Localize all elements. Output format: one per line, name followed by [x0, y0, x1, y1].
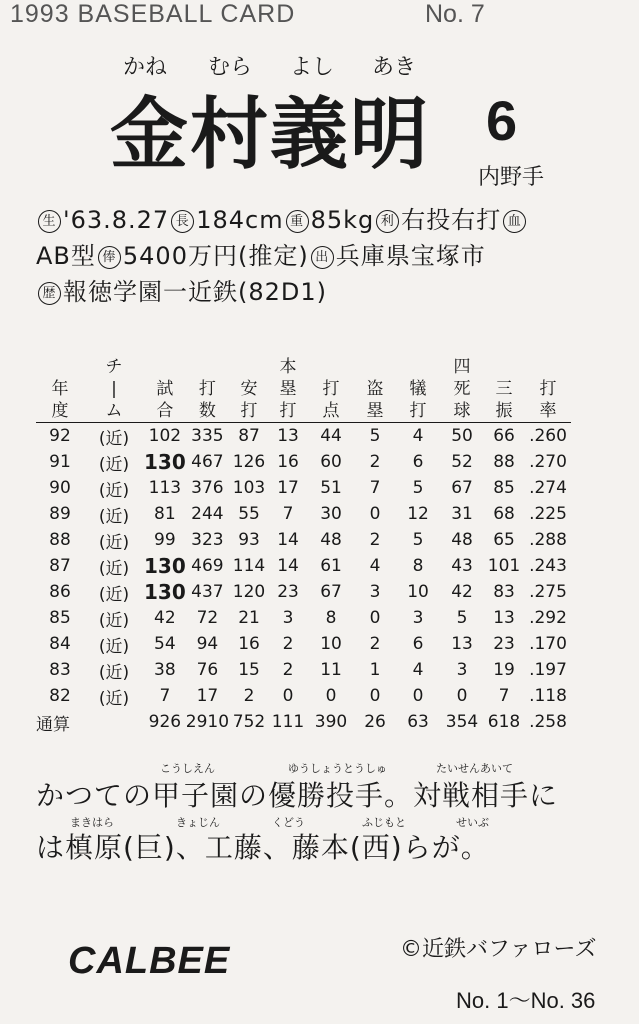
- stats-cell: (近): [98, 428, 130, 449]
- stats-header-char: 打: [240, 401, 258, 421]
- stats-header-char: 年: [51, 379, 69, 399]
- stats-cell: 335: [191, 426, 224, 446]
- stats-cell: 130: [144, 554, 186, 578]
- stats-cell: 84: [49, 634, 71, 654]
- stats-cell: 244: [191, 504, 224, 524]
- stats-cell: 13: [493, 608, 515, 628]
- stats-cell: 323: [191, 530, 224, 550]
- stats-cell: 0: [369, 608, 381, 628]
- stats-cell: 23: [493, 634, 515, 654]
- stats-cell: 4: [412, 660, 424, 680]
- stats-cell: 85: [493, 478, 515, 498]
- stats-cell: 82: [49, 686, 71, 706]
- profile-line-1: [36, 200, 528, 235]
- stats-cell: 11: [320, 660, 342, 680]
- ruby-yusho-toshu: ゆうしょうとうしゅ: [288, 762, 387, 775]
- stats-cell: (近): [98, 610, 130, 631]
- copyright-notice: ©近鉄バファローズ: [400, 937, 597, 962]
- stats-cell: .270: [529, 452, 567, 472]
- stats-cell: 113: [148, 478, 182, 498]
- stats-cell: .197: [529, 660, 567, 680]
- stats-cell: 42: [154, 608, 176, 628]
- stats-cell: 52: [451, 452, 473, 472]
- stats-cell: 88: [49, 530, 71, 550]
- stats-cell: 2: [369, 452, 381, 472]
- stats-cell: 17: [196, 686, 219, 706]
- stats-cell: 72: [196, 608, 219, 628]
- stats-cell: .118: [529, 686, 567, 706]
- stats-cell: 0: [369, 504, 381, 524]
- stats-cell: 12: [407, 504, 429, 524]
- stats-cell: 60: [320, 452, 342, 472]
- stats-header-char: 球: [453, 401, 471, 421]
- height-value: 184cm: [196, 206, 284, 234]
- stats-cell: 6: [412, 634, 424, 654]
- stats-header-char: 度: [51, 401, 69, 421]
- stats-header-char: 率: [539, 401, 557, 421]
- stats-cell: .258: [529, 712, 567, 732]
- stats-cell: 51: [320, 478, 342, 498]
- stats-cell: 92: [49, 426, 71, 446]
- stats-cell: 16: [238, 634, 260, 654]
- stats-cell: 14: [277, 530, 299, 550]
- stats-cell: 65: [493, 530, 515, 550]
- stats-cell: 6: [412, 452, 424, 472]
- salary-label: 俸: [98, 246, 121, 269]
- stats-cell: 926: [148, 712, 182, 732]
- stats-cell: 2910: [185, 712, 230, 732]
- stats-header-char: 安: [240, 379, 258, 399]
- stats-header-char: 振: [495, 401, 513, 421]
- hand-label: 利: [376, 210, 399, 233]
- stats-cell: .170: [529, 634, 567, 654]
- stats-cell: 67: [451, 478, 473, 498]
- birthplace-label: 出: [311, 246, 334, 269]
- stats-cell: 19: [493, 660, 515, 680]
- career-label: 歴: [38, 282, 61, 305]
- stats-row: [36, 631, 571, 657]
- stats-header-cell: [36, 352, 84, 423]
- comment-line-1: かつての甲子園の優勝投手。対戦相手に: [36, 779, 559, 812]
- stats-header-cell: [186, 352, 229, 423]
- stats-cell: 54: [154, 634, 176, 654]
- stats-cell: 13: [451, 634, 473, 654]
- series-range: No. 1〜No. 36: [456, 988, 596, 1013]
- stats-header-char: 打: [322, 379, 340, 399]
- stats-cell: 7: [282, 504, 294, 524]
- ruby-koshien: こうしえん: [160, 762, 215, 775]
- stats-cell: 114: [232, 556, 266, 576]
- stats-cell: 130: [144, 580, 186, 604]
- stats-cell: 99: [154, 530, 176, 550]
- stats-cell: .274: [529, 478, 567, 498]
- stats-cell: 30: [320, 504, 342, 524]
- stats-header-char: 犠: [409, 379, 427, 399]
- stats-header-char: 死: [453, 379, 471, 399]
- stats-header-cell: [307, 352, 355, 423]
- stats-cell: 390: [314, 712, 348, 732]
- weight-label: 重: [286, 210, 309, 233]
- stats-row: [36, 553, 571, 579]
- stats-cell: 2: [369, 530, 381, 550]
- stats-cell: .288: [529, 530, 567, 550]
- stats-cell: 26: [364, 712, 386, 732]
- stats-header-char: 数: [198, 401, 216, 421]
- stats-cell: 66: [493, 426, 515, 446]
- stats-cell: 50: [451, 426, 473, 446]
- stats-cell: 4: [369, 556, 381, 576]
- stats-cell: 467: [191, 452, 224, 472]
- stats-cell: 7: [498, 686, 510, 706]
- stats-header-char: 打: [198, 379, 216, 399]
- stats-cell: 437: [191, 582, 224, 602]
- calbee-logo: CALBEE: [68, 940, 231, 982]
- name-kana-3: よし: [290, 55, 335, 80]
- card-number: No. 7: [425, 0, 485, 28]
- stats-cell: 3: [412, 608, 424, 628]
- stats-cell: 87: [49, 556, 71, 576]
- stats-header-char: 塁: [279, 379, 297, 399]
- stats-cell: .243: [529, 556, 567, 576]
- stats-header-char: チ: [105, 357, 123, 377]
- stats-header-char: 合: [156, 401, 174, 421]
- stats-cell: 94: [196, 634, 219, 654]
- stats-cell: 120: [232, 582, 266, 602]
- stats-cell: [84, 709, 144, 735]
- ruby-kudo: くどう: [272, 816, 305, 829]
- stats-header-char: 打: [279, 401, 297, 421]
- name-kana-1: かね: [123, 55, 168, 80]
- player-position: 内野手: [478, 165, 545, 190]
- stats-header-char: 本: [279, 357, 297, 377]
- stats-cell: (近): [98, 506, 130, 527]
- stats-cell: 3: [369, 582, 381, 602]
- born-label: 生: [38, 210, 61, 233]
- ruby-seibu: せいぶ: [456, 816, 489, 829]
- stats-cell: 48: [451, 530, 473, 550]
- stats-cell: 103: [232, 478, 266, 498]
- stats-cell: 469: [191, 556, 224, 576]
- stats-cell: 38: [154, 660, 176, 680]
- stats-cell: (近): [98, 454, 130, 475]
- stats-cell: 0: [412, 686, 424, 706]
- stats-cell: (近): [98, 662, 130, 683]
- stats-cell: .260: [529, 426, 567, 446]
- name-kana-2: むら: [208, 55, 253, 80]
- stats-cell: 55: [238, 504, 260, 524]
- stats-cell: 126: [232, 452, 266, 472]
- stats-header-cell: [269, 352, 307, 423]
- stats-cell: 81: [154, 504, 176, 524]
- weight-value: 85kg: [310, 206, 375, 234]
- blood-label: 血: [503, 210, 526, 233]
- stats-row: [36, 579, 571, 605]
- player-name: 金村義明: [110, 90, 431, 180]
- stats-header-char: 試: [156, 379, 174, 399]
- ruby-kyojin: きょじん: [176, 816, 220, 829]
- stats-header-char: |: [111, 379, 117, 399]
- stats-header-cell: [525, 352, 571, 423]
- stats-cell: .275: [529, 582, 567, 602]
- stats-row: [36, 657, 571, 683]
- stats-header-char: 点: [322, 401, 340, 421]
- stats-header-cell: [355, 352, 395, 423]
- stats-cell: 15: [238, 660, 260, 680]
- stats-cell: 10: [320, 634, 342, 654]
- stats-cell: 618: [487, 712, 521, 732]
- stats-header-char: ム: [105, 401, 123, 421]
- name-kana-4: あき: [372, 55, 417, 80]
- profile-line-3: [36, 272, 327, 307]
- stats-cell: (近): [98, 558, 130, 579]
- stats-header-char: 打: [409, 401, 427, 421]
- stats-cell: 2: [282, 634, 294, 654]
- stats-cell: 14: [277, 556, 299, 576]
- stats-cell: 3: [282, 608, 294, 628]
- stats-header-cell: [84, 352, 144, 423]
- stats-cell: 0: [282, 686, 294, 706]
- stats-cell: 89: [49, 504, 71, 524]
- stats-cell: 7: [159, 686, 171, 706]
- career-value: 報徳学園一近鉄(82D1): [63, 278, 328, 306]
- stats-cell: 91: [49, 452, 71, 472]
- stats-header-cell: [395, 352, 441, 423]
- stats-cell: 87: [238, 426, 260, 446]
- card-series-title: 1993 BASEBALL CARD: [10, 0, 296, 28]
- profile-line-2: [36, 236, 486, 271]
- stats-header-cell: [441, 352, 483, 423]
- stats-cell: (近): [98, 532, 130, 553]
- stats-header-char: 打: [539, 379, 557, 399]
- ruby-makihara: まきはら: [70, 816, 114, 829]
- stats-cell: 7: [369, 478, 381, 498]
- ruby-fujimoto: ふじもと: [362, 816, 406, 829]
- stats-cell: 21: [238, 608, 260, 628]
- stats-row: [36, 605, 571, 631]
- stats-cell: 90: [49, 478, 71, 498]
- stats-header-cell: [144, 352, 186, 423]
- birth-date: '63.8.27: [63, 206, 170, 234]
- stats-cell: 63: [407, 712, 429, 732]
- stats-cell: 68: [493, 504, 515, 524]
- stats-row: [36, 475, 571, 501]
- stats-cell: 23: [277, 582, 299, 602]
- stats-cell: (近): [98, 584, 130, 605]
- uniform-number: 6: [486, 89, 518, 152]
- stats-cell: 2: [369, 634, 381, 654]
- stats-total-row: [36, 709, 571, 735]
- stats-cell: 1: [369, 660, 381, 680]
- stats-cell: 0: [369, 686, 381, 706]
- stats-cell: 5: [456, 608, 468, 628]
- stats-cell: 76: [196, 660, 219, 680]
- stats-cell: 8: [325, 608, 337, 628]
- stats-row: [36, 501, 571, 527]
- stats-header-char: 塁: [366, 401, 384, 421]
- comment-line-2: は槙原(巨)、工藤、藤本(西)らが。: [36, 831, 490, 864]
- stats-cell: (近): [98, 480, 130, 501]
- stats-row: [36, 449, 571, 475]
- stats-cell: 43: [451, 556, 473, 576]
- stats-cell: .292: [529, 608, 567, 628]
- ruby-taisen-aite: たいせんあいて: [436, 762, 513, 775]
- stats-cell: 67: [320, 582, 342, 602]
- stats-row: [36, 527, 571, 553]
- stats-cell: 10: [407, 582, 429, 602]
- stats-cell: 2: [243, 686, 255, 706]
- stats-cell: 5: [412, 530, 424, 550]
- stats-cell: 102: [148, 426, 182, 446]
- stats-cell: 111: [271, 712, 305, 732]
- stats-cell: 通算: [36, 714, 70, 735]
- stats-cell: 88: [493, 452, 515, 472]
- stats-cell: 5: [412, 478, 424, 498]
- stats-cell: 8: [412, 556, 424, 576]
- blood-type: AB型: [36, 242, 96, 270]
- stats-cell: 0: [456, 686, 468, 706]
- stats-cell: 93: [238, 530, 260, 550]
- stats-cell: 4: [412, 426, 424, 446]
- stats-cell: (近): [98, 636, 130, 657]
- stats-header-char: 三: [495, 379, 513, 399]
- stats-cell: 61: [320, 556, 342, 576]
- stats-cell: 354: [445, 712, 479, 732]
- stats-cell: (近): [98, 688, 130, 709]
- stats-cell: 13: [277, 426, 299, 446]
- stats-cell: 16: [277, 452, 299, 472]
- stats-cell: 2: [282, 660, 294, 680]
- stats-body: [36, 423, 571, 736]
- stats-cell: 83: [493, 582, 515, 602]
- throws-bats: 右投右打: [401, 206, 502, 234]
- stats-cell: 752: [232, 712, 266, 732]
- stats-header-cell: [229, 352, 269, 423]
- stats-cell: 0: [325, 686, 337, 706]
- batting-stats-table: [36, 352, 571, 735]
- stats-cell: 376: [191, 478, 224, 498]
- stats-cell: 101: [487, 556, 521, 576]
- salary-value: 5400万円(推定): [122, 242, 309, 270]
- stats-header-char: 盗: [366, 379, 384, 399]
- stats-cell: 31: [451, 504, 473, 524]
- stats-header-char: 四: [453, 357, 471, 377]
- stats-cell: 5: [369, 426, 381, 446]
- stats-cell: 44: [320, 426, 342, 446]
- stats-cell: 86: [49, 582, 71, 602]
- height-label: 長: [171, 210, 194, 233]
- stats-cell: 17: [277, 478, 299, 498]
- birthplace-value: 兵庫県宝塚市: [335, 242, 486, 270]
- stats-cell: .225: [529, 504, 567, 524]
- stats-header-row: [36, 352, 571, 423]
- stats-cell: 85: [49, 608, 71, 628]
- stats-row: [36, 683, 571, 709]
- stats-cell: 48: [320, 530, 342, 550]
- stats-header-cell: [483, 352, 525, 423]
- stats-cell: 3: [456, 660, 468, 680]
- stats-cell: 83: [49, 660, 71, 680]
- stats-cell: 42: [451, 582, 473, 602]
- stats-row: [36, 423, 571, 450]
- stats-cell: 130: [144, 450, 186, 474]
